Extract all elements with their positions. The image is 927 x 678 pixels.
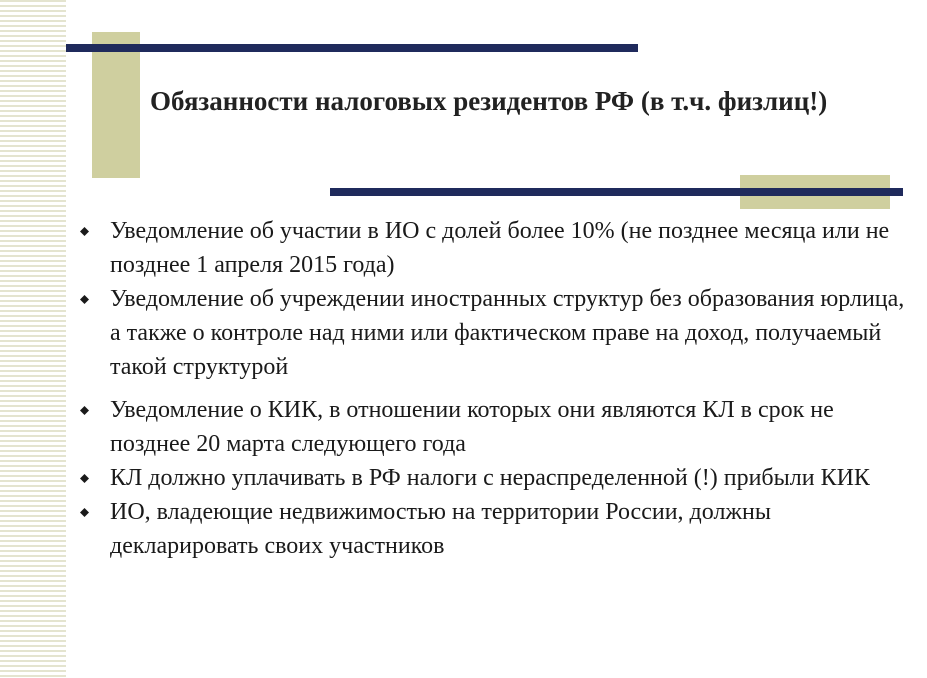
diamond-bullet-icon bbox=[80, 406, 89, 415]
bullet-text: Уведомление о КИК, в отношении которых они являются КЛ в срок не позднее 20 марта следующего года bbox=[110, 397, 834, 457]
diamond-bullet-icon bbox=[80, 508, 89, 517]
top-rule-line bbox=[66, 44, 638, 52]
bullet-text: Уведомление об участии в ИО с долей более 10% (не позднее месяца или не позднее 1 апреля 2015 года) bbox=[110, 218, 890, 278]
bullet-item-kl-taxes bbox=[79, 461, 909, 495]
bullet-item-real-estate bbox=[79, 495, 909, 563]
diamond-bullet-icon bbox=[80, 474, 89, 483]
title-underline-rule bbox=[330, 188, 903, 196]
diamond-bullet-icon bbox=[80, 227, 89, 236]
bullet-item-io-participation bbox=[79, 214, 909, 282]
bullet-list bbox=[79, 214, 909, 563]
diamond-bullet-icon bbox=[80, 295, 89, 304]
bullet-text: ИО, владеющие недвижимостью на территории России, должны декларировать своих участников bbox=[110, 499, 771, 559]
bullet-text: КЛ должно уплачивать в РФ налоги с нераспределенной (!) прибыли КИК bbox=[110, 465, 870, 491]
bullet-item-foreign-structures bbox=[79, 282, 909, 384]
title-accent-block bbox=[92, 32, 140, 178]
bullet-text: Уведомление об учреждении иностранных структур без образования юрлица, а также о контроле над ними или фактическом праве на доход, получаемый такой структурой bbox=[110, 286, 905, 380]
left-stripe-decoration bbox=[0, 0, 66, 678]
slide-title: Обязанности налоговых резидентов РФ (в т.ч. физлиц!) bbox=[150, 86, 828, 116]
bullet-item-kik-notice bbox=[79, 393, 909, 461]
